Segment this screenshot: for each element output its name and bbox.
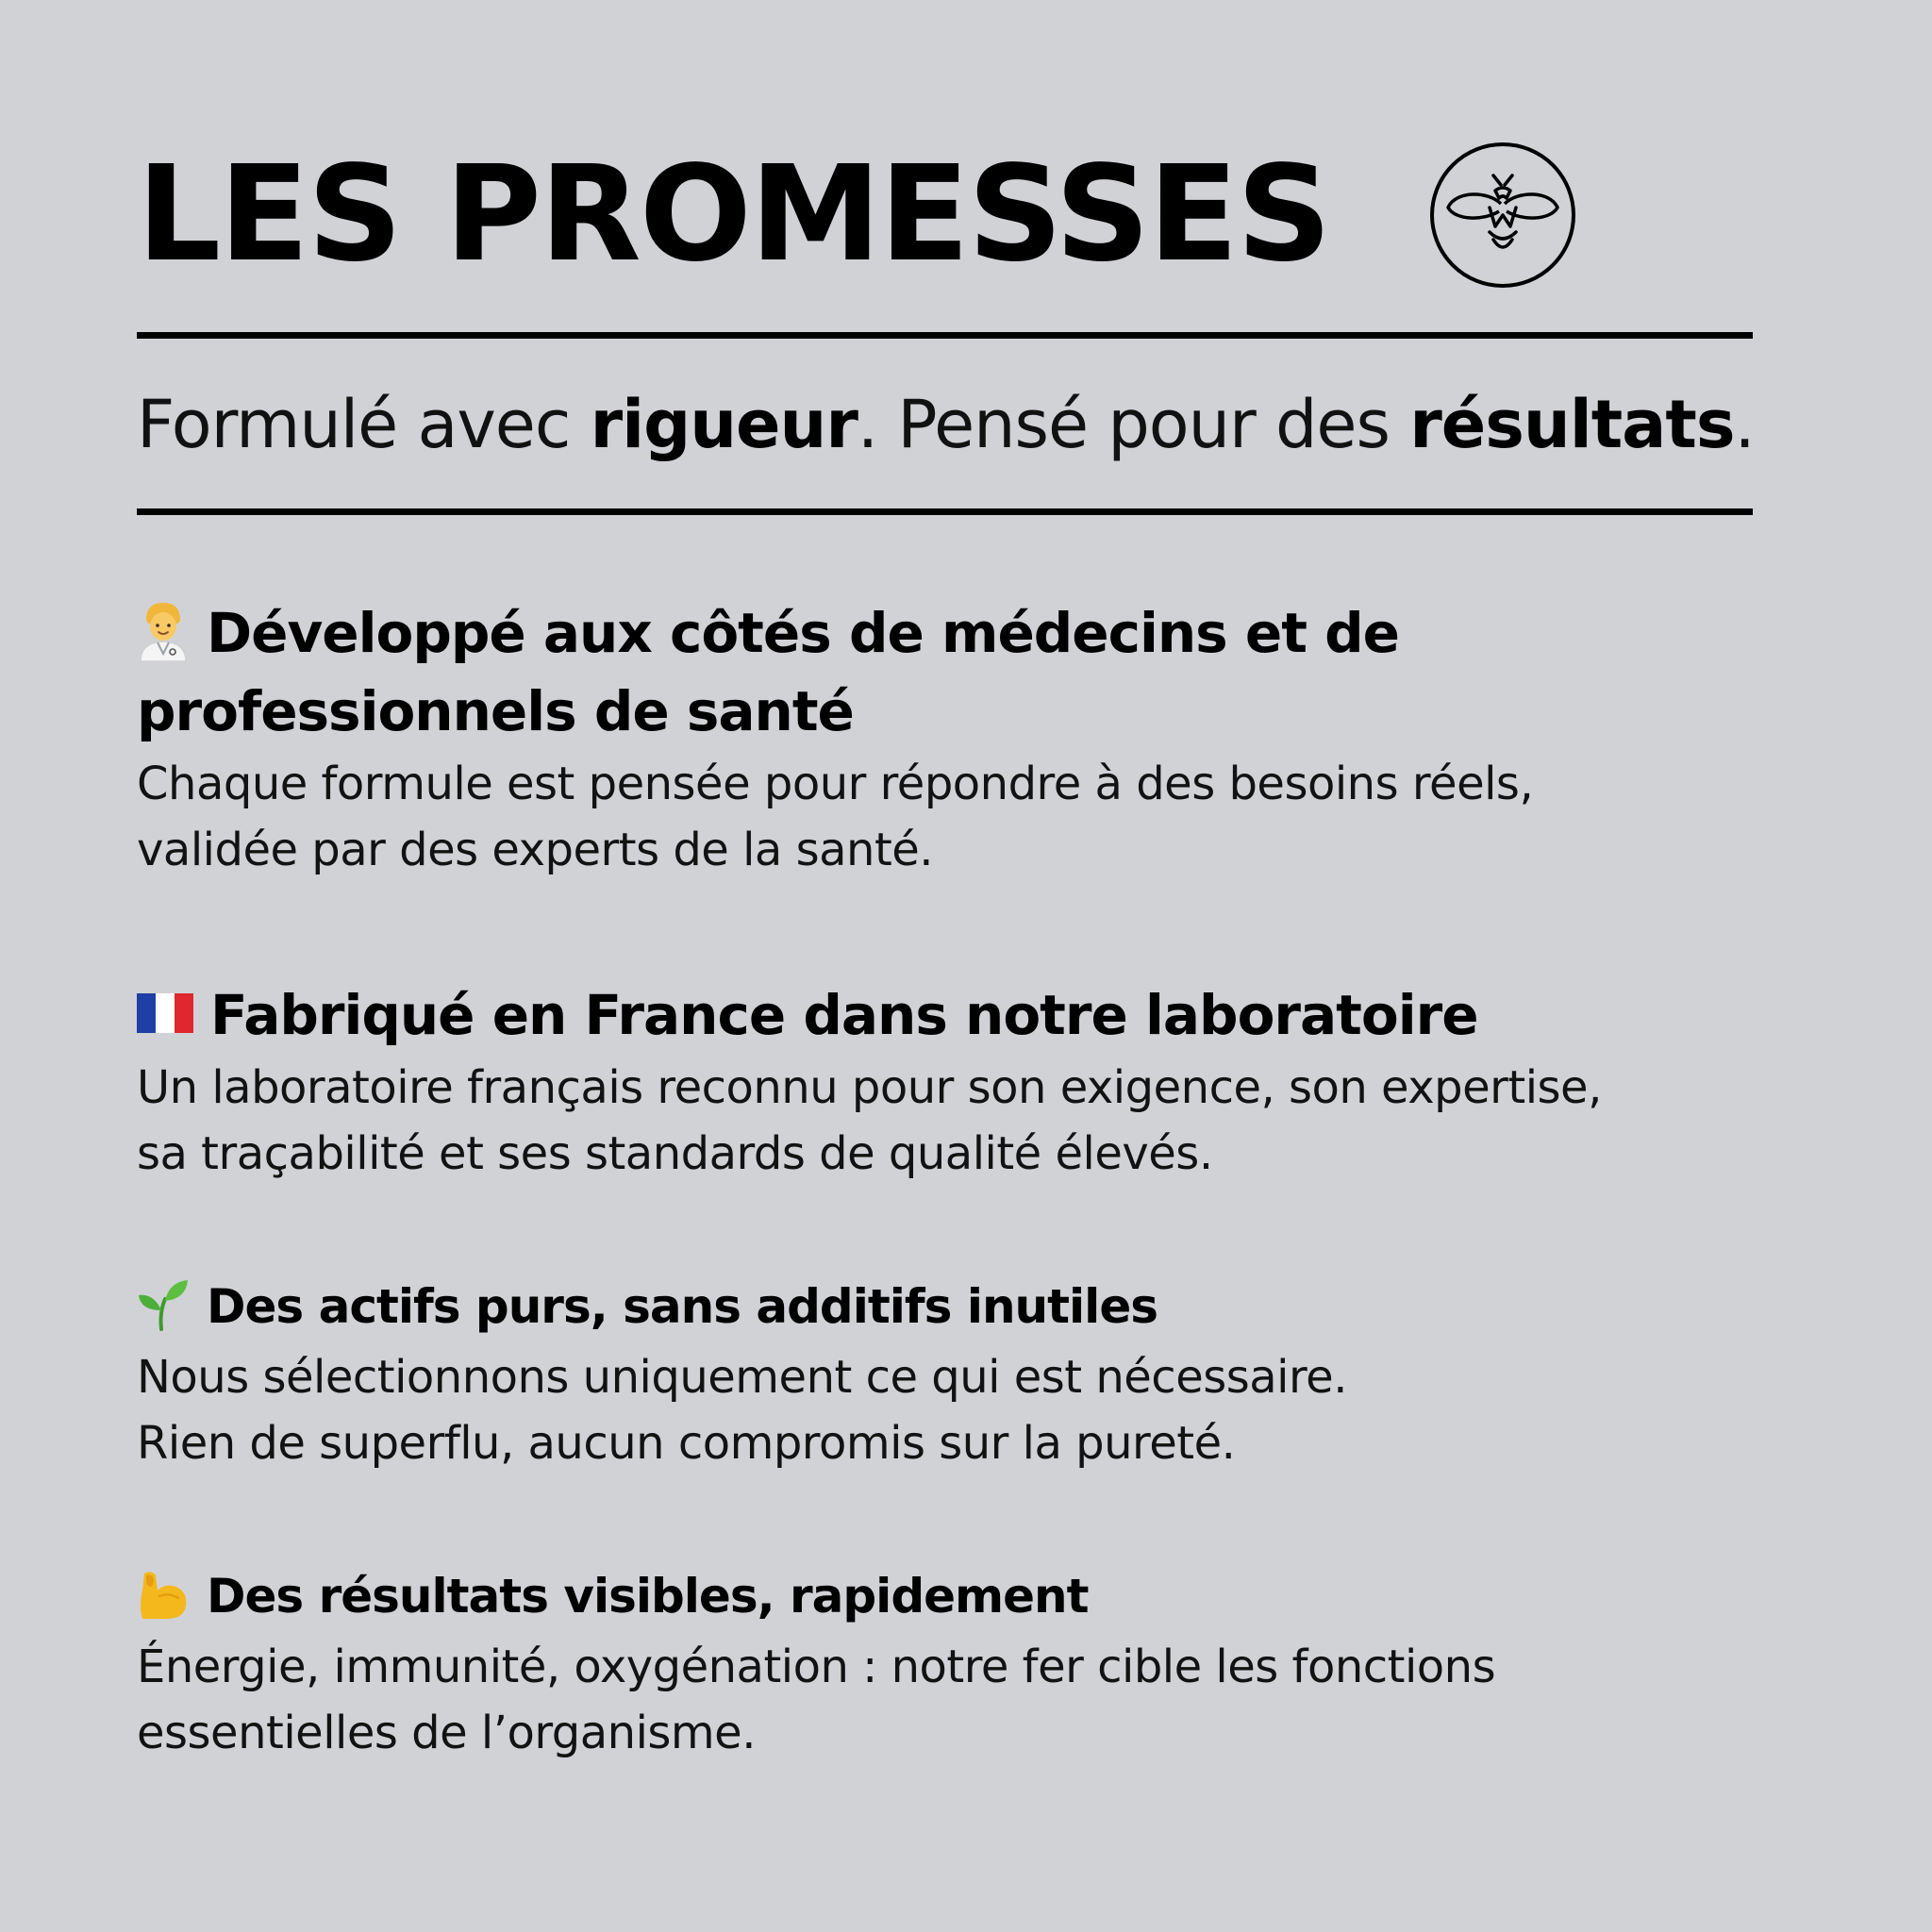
promise-title-text: Des actifs purs, sans additifs inutiles: [207, 1279, 1158, 1334]
tagline: [137, 377, 1759, 472]
promise-title-text: Développé aux côtés de médecins et de professionnels de santé: [137, 601, 1400, 743]
seedling-icon: [137, 1278, 190, 1331]
promise-item-results: [137, 1558, 1778, 1766]
promise-title: [137, 976, 1778, 1055]
tagline-bold-resultats: résultats: [1409, 386, 1735, 463]
promise-title: [137, 594, 1778, 751]
promise-description-line: validée par des experts de la santé.: [137, 824, 934, 876]
bee-emblem-icon: [1427, 140, 1578, 291]
tagline-part1: Formulé avec: [137, 386, 591, 463]
promise-description-line: Rien de superflu, aucun compromis sur la pureté.: [137, 1417, 1236, 1470]
promise-description-line: essentielles de l’organisme.: [137, 1707, 756, 1759]
tagline-part3: .: [1734, 386, 1755, 463]
promise-description-line: Chaque formule est pensée pour répondre à des besoins réels,: [137, 758, 1534, 810]
promise-description: [137, 751, 1778, 883]
promise-description-line: Nous sélectionnons uniquement ce qui est nécessaire.: [137, 1351, 1347, 1404]
promise-title: [137, 1558, 1778, 1634]
promise-description: [137, 1344, 1778, 1476]
divider-bottom: [137, 508, 1753, 515]
header: [137, 140, 1752, 291]
promise-item-france: [137, 976, 1778, 1187]
tagline-part2: . Pensé pour des: [857, 386, 1410, 463]
promise-description: [137, 1634, 1778, 1766]
promise-item-medical: [137, 594, 1778, 883]
promise-description-line: Énergie, immunité, oxygénation : notre fer cible les fonctions: [137, 1641, 1496, 1693]
promise-description: [137, 1055, 1778, 1187]
promise-item-pure: [137, 1269, 1778, 1476]
promise-title: [137, 1269, 1778, 1344]
page-title: LES PROMESSES: [137, 138, 1330, 291]
promise-title-text: Des résultats visibles, rapidement: [207, 1569, 1089, 1624]
promise-title-text: Fabriqué en France dans notre laboratoire: [210, 983, 1478, 1047]
divider-top: [137, 332, 1753, 339]
promise-description-line: sa traçabilité et ses standards de qualité élevés.: [137, 1127, 1213, 1180]
health-worker-icon: [137, 601, 190, 661]
french-flag-icon: [137, 993, 193, 1033]
tagline-bold-rigueur: rigueur: [590, 386, 858, 463]
promise-description-line: Un laboratoire français reconnu pour son exigence, son expertise,: [137, 1061, 1602, 1114]
flexed-biceps-icon: [137, 1568, 190, 1621]
